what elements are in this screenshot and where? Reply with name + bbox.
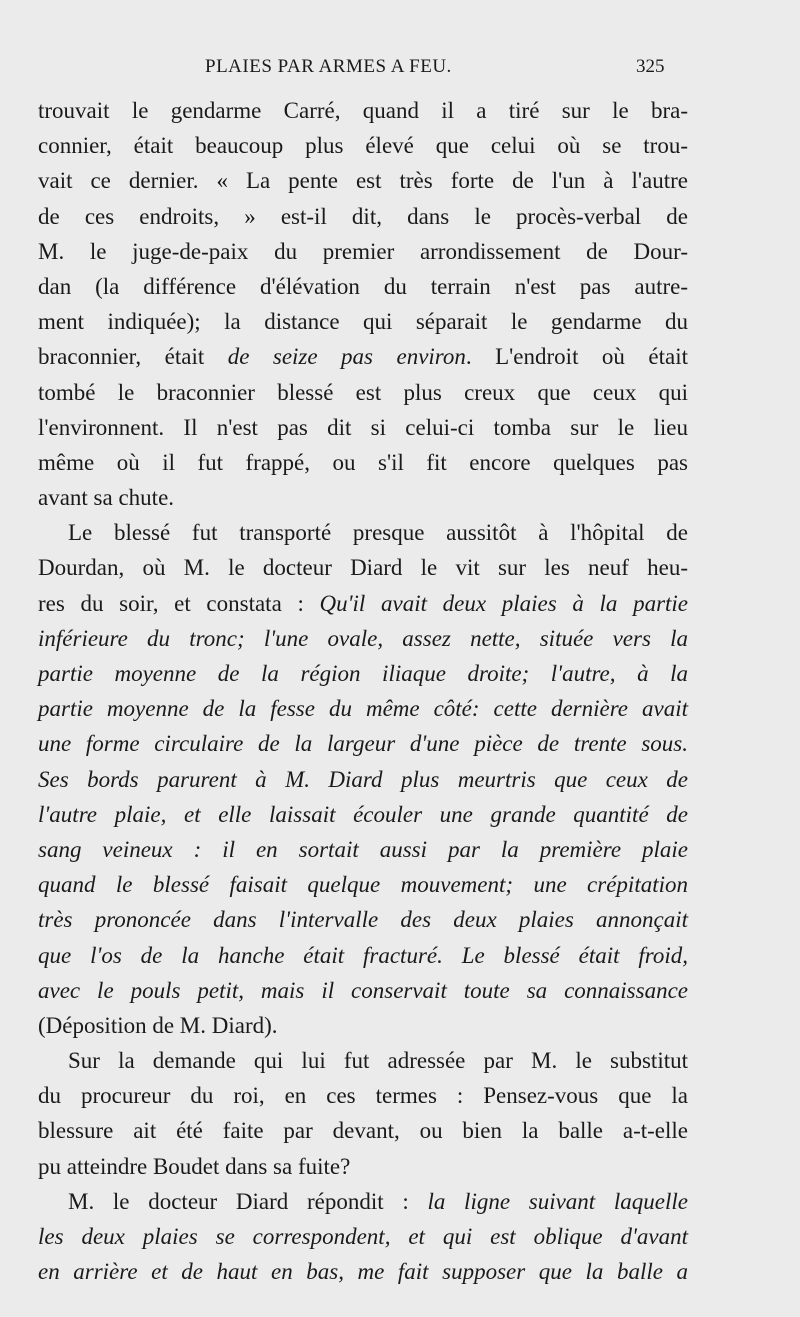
text-italic: Qu'il avait deux plaies à la partie <box>319 590 689 616</box>
text-roman: braconnier, était <box>38 344 228 370</box>
text-italic: de seize pas environ <box>227 344 466 370</box>
text-line: les deux plaies se correspondent, et qui est oblique d'avant <box>38 1224 688 1249</box>
text-line <box>38 1184 688 1219</box>
text-line: inférieure du tronc; l'une ovale, assez nette, située vers la <box>38 625 688 651</box>
text-line: en arrière et de haut en bas, me fait supposer que la balle a <box>38 1259 688 1285</box>
text-line: trouvait le gendarme Carré, quand il a tiré sur le bra- <box>38 98 688 123</box>
text-line: même où il fut frappé, ou s'il fit encore quelques pas <box>38 449 688 475</box>
text-line: blessure ait été faite par devant, ou bien la balle a-t-elle <box>38 1118 688 1144</box>
text-line: (Déposition de M. Diard). <box>38 1012 278 1038</box>
text-line: avant sa chute. <box>38 485 175 511</box>
text-roman: res du soir, et constata : <box>38 590 320 616</box>
text-line: pu atteindre Boudet dans sa fuite? <box>38 1153 351 1179</box>
text-line: vait ce dernier. « La pente est très forte de l'un à l'autre <box>38 168 688 194</box>
text-line: l'autre plaie, et elle laissait écouler une grande quantité de <box>38 801 688 827</box>
text-italic: la ligne suivant laquelle <box>427 1188 688 1214</box>
text-line: partie moyenne de la région iliaque droite; l'autre, à la <box>38 661 688 686</box>
page-number: 325 <box>636 56 665 77</box>
text-line: M. le juge-de-paix du premier arrondissement de Dour- <box>38 238 688 264</box>
text-line <box>38 586 688 621</box>
text-line: une forme circulaire de la largeur d'une pièce de trente sous. <box>38 731 688 757</box>
text-line: connier, était beaucoup plus élevé que celui où se trou- <box>38 133 688 159</box>
text-line: Dourdan, où M. le docteur Diard le vit sur les neuf heu- <box>38 555 688 581</box>
page-header <box>0 56 800 86</box>
text-line: Ses bords parurent à M. Diard plus meurtris que ceux de <box>38 766 688 792</box>
text-line: avec le pouls petit, mais il conservait toute sa connaissance <box>38 977 688 1003</box>
text-line: dan (la différence d'élévation du terrain n'est pas autre- <box>38 273 688 299</box>
body-text <box>38 93 688 1289</box>
text-line: ment indiquée); la distance qui séparait le gendarme du <box>38 309 688 335</box>
text-line: Sur la demande qui lui fut adressée par M. le substitut <box>68 1048 688 1074</box>
text-line <box>38 339 688 374</box>
text-line: très prononcée dans l'intervalle des deux plaies annonçait <box>38 907 688 933</box>
text-line: que l'os de la hanche était fracturé. Le blessé était froid, <box>38 942 688 968</box>
text-line: quand le blessé faisait quelque mouvement; une crépitation <box>38 872 688 898</box>
text-line: l'environnent. Il n'est pas dit si celui-ci tomba sur le lieu <box>38 414 688 440</box>
text-roman: M. le docteur Diard répondit : <box>68 1188 428 1214</box>
text-line: sang veineux : il en sortait aussi par la première plaie <box>38 836 688 862</box>
text-line: Le blessé fut transporté presque aussitôt à l'hôpital de <box>68 520 688 546</box>
text-line: de ces endroits, » est-il dit, dans le procès-verbal de <box>38 203 688 229</box>
text-line: partie moyenne de la fesse du même côté: cette dernière avait <box>38 696 688 722</box>
text-roman: . L'endroit où était <box>465 344 688 370</box>
text-line: du procureur du roi, en ces termes : Pensez-vous que la <box>38 1083 688 1109</box>
text-line: tombé le braconnier blessé est plus creux que ceux qui <box>38 379 688 405</box>
running-title: PLAIES PAR ARMES A FEU. <box>205 56 452 77</box>
